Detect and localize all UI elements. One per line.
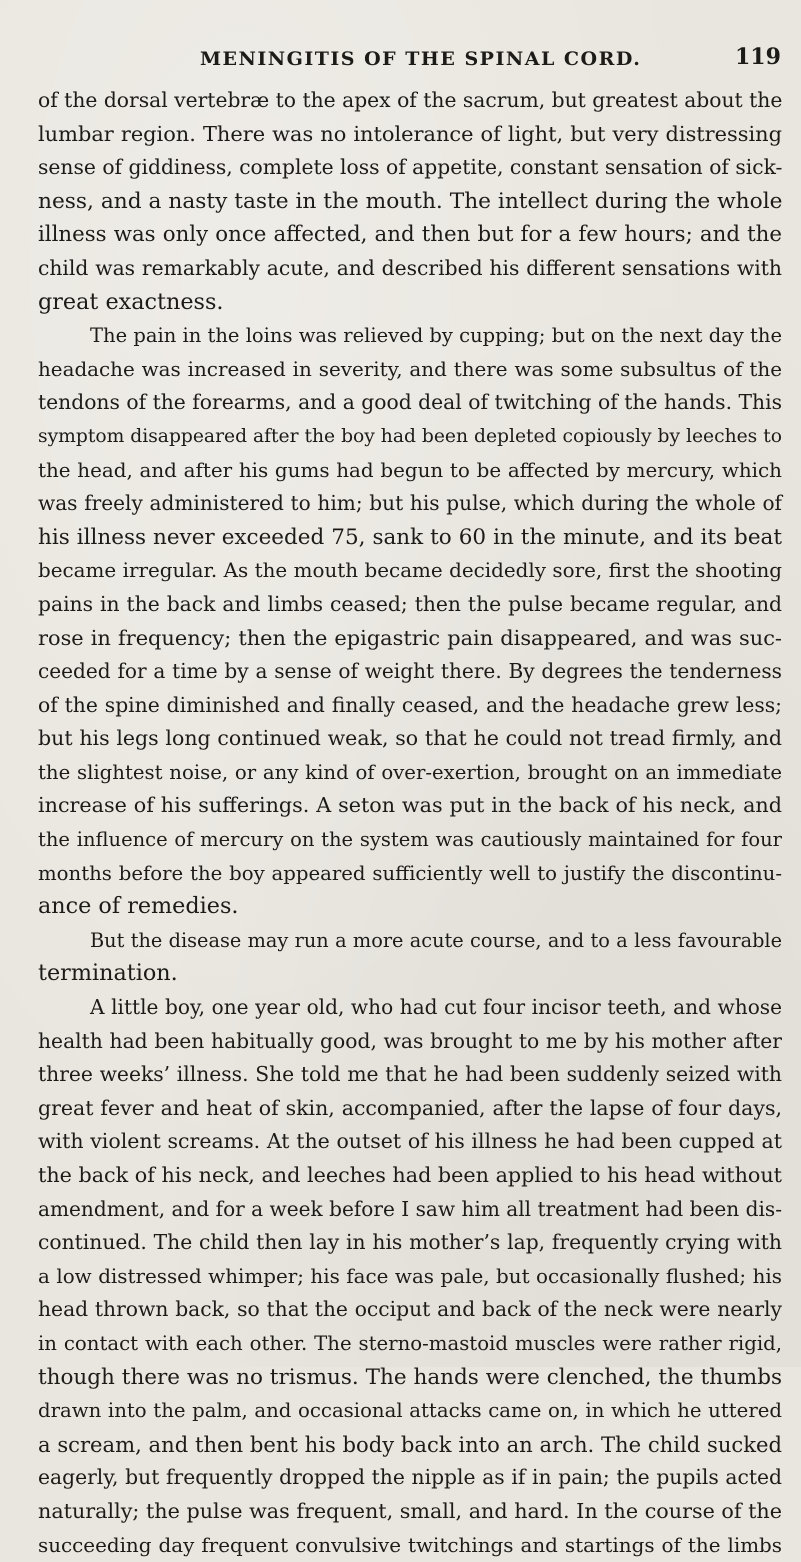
text-line: illness was only once affected, and then but for a few hours; and the	[38, 222, 782, 248]
text-line: great fever and heat of skin, accompanied, after the lapse of four days,	[38, 1095, 782, 1120]
text-line: the back of his neck, and leeches had been applied to his head without	[38, 1163, 782, 1187]
text-line: his illness never exceeded 75, sank to 60 in the minute, and its beat	[38, 524, 782, 550]
running-head	[0, 44, 801, 74]
text-line: tendons of the forearms, and a good deal of twitching of the hands. This	[38, 390, 782, 415]
text-line: continued. The child then lay in his mother’s lap, frequently crying with	[38, 1230, 782, 1255]
text-line: of the spine diminished and finally ceased, and the headache grew less;	[38, 692, 782, 717]
text-line: amendment, and for a week before I saw him all treatment had been dis-	[38, 1196, 782, 1221]
text-line: The pain in the loins was relieved by cupping; but on the next day the	[90, 324, 782, 348]
text-line: rose in frequency; then the epigastric pain disappeared, and was suc-	[38, 625, 782, 650]
text-line: headache was increased in severity, and there was some subsultus of the	[38, 357, 782, 381]
text-line: great exactness.	[38, 288, 224, 315]
text-line: pains in the back and limbs ceased; then the pulse became regular, and	[38, 591, 782, 616]
text-line: a scream, and then bent his body back into an arch. The child sucked	[38, 1431, 782, 1457]
text-line: of the dorsal vertebræ to the apex of the sacrum, but greatest about the	[38, 88, 783, 112]
text-line: A little boy, one year old, who had cut four incisor teeth, and whose	[90, 995, 782, 1020]
text-line: symptom disappeared after the boy had been depleted copiously by leeches to	[38, 425, 782, 447]
text-line: though there was no trismus. The hands were clenched, the thumbs	[38, 1364, 782, 1390]
text-line: drawn into the palm, and occasional attacks came on, in which he uttered	[38, 1399, 782, 1423]
text-line: months before the boy appeared sufficiently well to justify the discontinu-	[38, 861, 782, 885]
text-line: health had been habitually good, was brought to me by his mother after	[38, 1028, 782, 1053]
text-line: child was remarkably acute, and described his different sensations with	[38, 255, 782, 280]
text-line: naturally; the pulse was frequent, small, and hard. In the course of the	[38, 1498, 782, 1523]
text-line: sense of giddiness, complete loss of appetite, constant sensation of sick-	[38, 155, 783, 180]
running-title: MENINGITIS OF THE SPINAL CORD.	[200, 48, 642, 70]
text-line: a low distressed whimper; his face was pale, but occasionally flushed; his	[38, 1264, 782, 1288]
text-line: with violent screams. At the outset of his illness he had been cupped at	[38, 1129, 782, 1154]
text-line: ness, and a nasty taste in the mouth. The intellect during the whole	[38, 188, 783, 214]
text-line: became irregular. As the mouth became decidedly sore, first the shooting	[38, 559, 782, 583]
body-text	[38, 84, 782, 1562]
text-line: But the disease may run a more acute course, and to a less favourable	[90, 928, 782, 952]
text-line: three weeks’ illness. She told me that he had been suddenly seized with	[38, 1062, 782, 1087]
text-line: the influence of mercury on the system was cautiously maintained for four	[38, 828, 782, 852]
text-line: ance of remedies.	[38, 893, 239, 920]
text-line: succeeding day frequent convulsive twitchings and startings of the limbs	[38, 1533, 782, 1557]
text-line: in contact with each other. The sterno-mastoid muscles were rather rigid,	[38, 1331, 782, 1355]
text-line: was freely administered to him; but his pulse, which during the whole of	[38, 491, 782, 516]
text-line: eagerly, but frequently dropped the nipple as if in pain; the pupils acted	[38, 1465, 782, 1490]
text-line: head thrown back, so that the occiput and back of the neck were nearly	[38, 1297, 782, 1322]
text-line: increase of his sufferings. A seton was put in the back of his neck, and	[38, 793, 782, 818]
text-line: the slightest noise, or any kind of over-exertion, brought on an immediate	[38, 760, 782, 784]
page-number: 119	[735, 44, 781, 70]
text-line: ceeded for a time by a sense of weight there. By degrees the tenderness	[38, 659, 782, 684]
text-line: lumbar region. There was no intolerance of light, but very distressing	[38, 121, 782, 146]
text-line: but his legs long continued weak, so that he could not tread firmly, and	[38, 726, 782, 751]
text-line: the head, and after his gums had begun to be affected by mercury, which	[38, 458, 782, 482]
text-line: termination.	[38, 960, 178, 987]
